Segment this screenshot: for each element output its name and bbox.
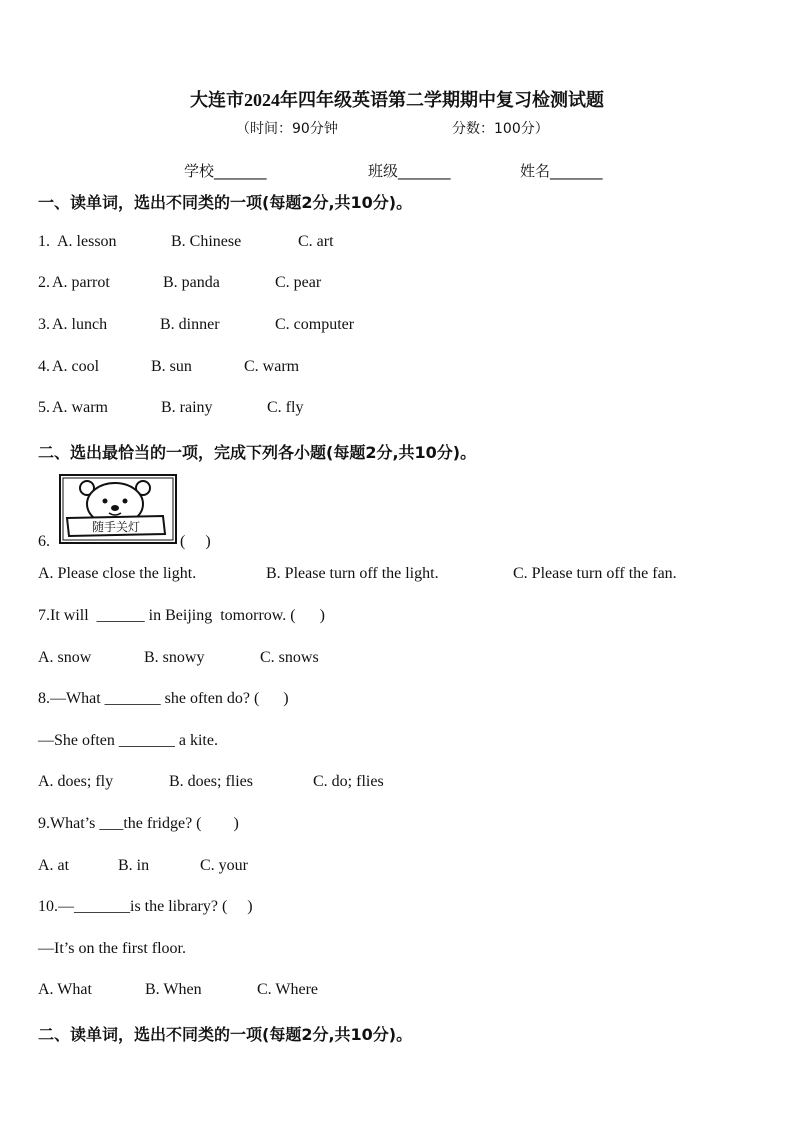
question-stem: 7.It will ______ in Beijing tomorrow. ( ) [38, 607, 325, 624]
option-b: B. Chinese [171, 233, 242, 250]
option-b: B. dinner [160, 316, 220, 333]
question-number: 6. [38, 533, 50, 550]
exam-time: （时间：90分钟 [236, 121, 338, 137]
question-stem: 10.—_______is the library? ( ) [38, 898, 253, 915]
section-1-heading: 一、读单词，选出不同类的一项(每题2分,共10分)。 [38, 193, 413, 212]
option-b: B. rainy [161, 399, 213, 416]
section-3-heading: 二、读单词，选出不同类的一项(每题2分,共10分)。 [38, 1025, 413, 1044]
exam-score: 分数：100分） [452, 121, 549, 137]
option-a: A. warm [52, 399, 108, 416]
option-b: B. When [145, 981, 202, 998]
option-a: A. Please close the light. [38, 565, 197, 582]
question-stem: 8.—What _______ she often do? ( ) [38, 690, 289, 707]
answer-bracket: ( ) [180, 533, 211, 550]
option-a: A. parrot [52, 274, 110, 291]
option-a: A. at [38, 857, 70, 874]
question-number: 5. [38, 399, 50, 416]
option-c: C. pear [275, 274, 322, 291]
option-c: C. warm [244, 358, 300, 375]
option-b: B. Please turn off the light. [266, 565, 439, 582]
question-number: 3. [38, 316, 50, 333]
option-c: C. fly [267, 399, 304, 416]
option-b: B. snowy [144, 649, 205, 666]
option-b: B. does; flies [169, 773, 253, 790]
option-c: C. Please turn off the fan. [513, 565, 677, 582]
question-number: 2. [38, 274, 50, 291]
option-a: A. snow [38, 649, 92, 666]
option-a: A. What [38, 981, 92, 998]
option-c: C. computer [275, 316, 355, 333]
option-c: C. do; flies [313, 773, 384, 790]
option-c: C. Where [257, 981, 319, 998]
option-a: A. lunch [52, 316, 108, 333]
name-field: 姓名_______ [520, 162, 603, 180]
option-c: C. snows [260, 649, 319, 666]
question-number: 4. [38, 358, 50, 375]
turn-off-light-sign-image [59, 474, 177, 544]
option-a: A. lesson [57, 233, 117, 250]
option-c: C. your [200, 857, 248, 874]
option-c: C. art [298, 233, 334, 250]
option-b: B. sun [151, 358, 192, 375]
section-2-heading: 二、选出最恰当的一项，完成下列各小题(每题2分,共10分)。 [38, 443, 477, 462]
question-stem: 9.What’s ___the fridge? ( ) [38, 815, 239, 832]
option-b: B. in [118, 857, 150, 874]
option-a: A. cool [52, 358, 100, 375]
question-line-2: —It’s on the first floor. [38, 940, 186, 957]
question-number: 1. [38, 233, 54, 250]
option-b: B. panda [163, 274, 220, 291]
school-field: 学校_______ [184, 162, 267, 180]
option-a: A. does; fly [38, 773, 114, 790]
class-field: 班级_______ [368, 162, 451, 180]
question-line-2: —She often _______ a kite. [38, 732, 218, 749]
sign-label: 随手关灯 [91, 520, 141, 534]
page-title: 大连市2024年四年级英语第二学期期中复习检测试题 [190, 90, 604, 110]
